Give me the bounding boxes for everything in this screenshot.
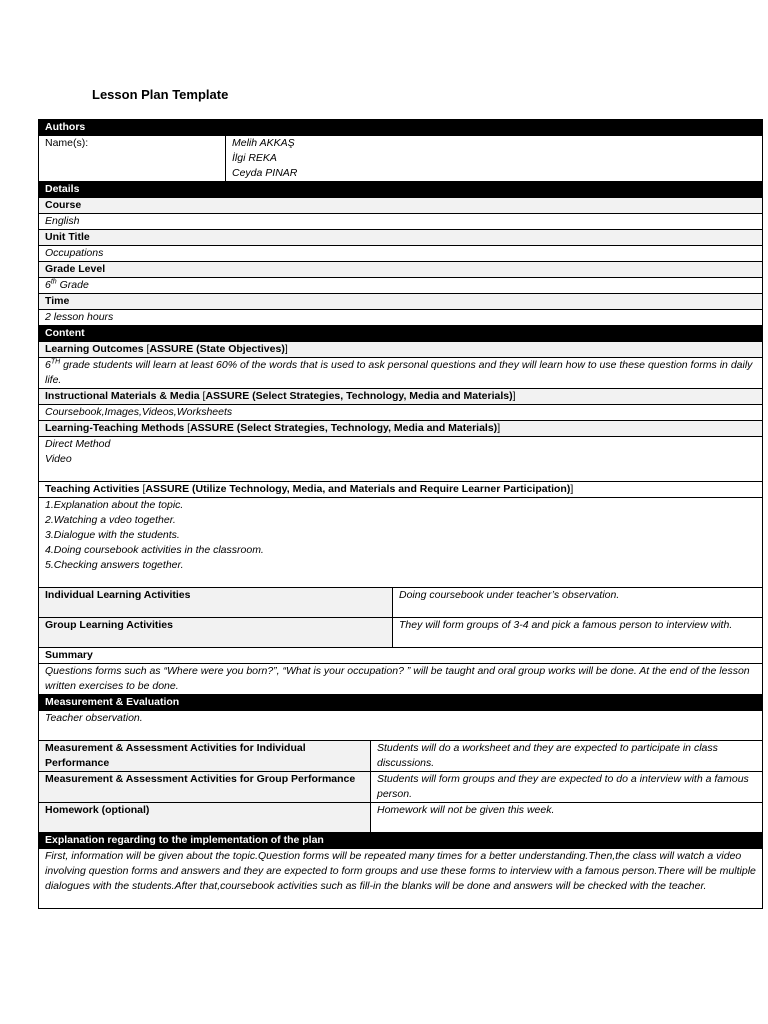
document-title: Lesson Plan Template bbox=[92, 87, 229, 102]
group-learning-label: Group Learning Activities bbox=[39, 618, 393, 648]
outcomes-label-text: Learning Outcomes bbox=[45, 343, 144, 355]
outcomes-text: grade students will learn at least 60% of the words that is used to ask personal questions and they will learn how to use these question forms in daily life. bbox=[45, 359, 753, 386]
activity-item: 3.Dialogue with the students. bbox=[45, 529, 180, 541]
measurement-value: Teacher observation. bbox=[39, 711, 763, 741]
materials-assure: ASSURE (Select Strategies, Technology, Media and Materials) bbox=[205, 390, 513, 402]
individual-assessment-value: Students will do a worksheet and they are expected to participate in class discussions. bbox=[371, 741, 763, 772]
names-label: Name(s): bbox=[39, 136, 226, 182]
materials-value: Coursebook,Images,Videos,Worksheets bbox=[39, 405, 763, 421]
methods-bracket-open: [ bbox=[184, 422, 191, 434]
methods-label-text: Learning-Teaching Methods bbox=[45, 422, 185, 434]
unit-title-value: Occupations bbox=[39, 246, 763, 262]
outcomes-assure: ASSURE (State Objectives) bbox=[149, 343, 285, 355]
summary-label: Summary bbox=[39, 648, 763, 664]
grade-suffix: th bbox=[50, 278, 57, 286]
author-names bbox=[226, 136, 763, 182]
individual-assessment-label: Measurement & Assessment Activities for Individual Performance bbox=[39, 741, 371, 772]
outcomes-number: 6 bbox=[45, 359, 51, 371]
time-value: 2 lesson hours bbox=[39, 310, 763, 326]
method-item: Video bbox=[45, 453, 72, 465]
author-name: Melih AKKAŞ bbox=[232, 137, 295, 149]
learning-outcomes-value bbox=[39, 358, 763, 389]
summary-value: Questions forms such as “Where were you born?”, “What is your occupation? ” will be taught and oral group works will be done. At the end of the lesson written exercises to be done. bbox=[39, 664, 763, 695]
grade-level-label: Grade Level bbox=[39, 262, 763, 278]
outcomes-suffix: TH bbox=[50, 358, 61, 366]
activity-item: 1.Explanation about the topic. bbox=[45, 499, 184, 511]
activity-item: 5.Checking answers together. bbox=[45, 559, 184, 571]
content-header: Content bbox=[39, 326, 763, 342]
grade-number: 6 bbox=[45, 279, 51, 291]
course-value: English bbox=[39, 214, 763, 230]
time-label: Time bbox=[39, 294, 763, 310]
activities-bracket-close: ] bbox=[570, 483, 574, 495]
grade-word: Grade bbox=[56, 279, 89, 291]
materials-bracket-open: [ bbox=[199, 390, 206, 402]
methods-label bbox=[39, 421, 763, 437]
outcomes-bracket-close: ] bbox=[284, 343, 288, 355]
explanation-header: Explanation regarding to the implementation of the plan bbox=[39, 833, 763, 849]
individual-learning-value: Doing coursebook under teacher’s observation. bbox=[393, 588, 763, 618]
group-assessment-value: Students will form groups and they are expected to do a interview with a famous person. bbox=[371, 772, 763, 803]
lesson-plan-table bbox=[38, 119, 763, 909]
method-item: Direct Method bbox=[45, 438, 111, 450]
measurement-header: Measurement & Evaluation bbox=[39, 695, 763, 711]
activities-bracket-open: [ bbox=[139, 483, 146, 495]
activity-item: 4.Doing coursebook activities in the classroom. bbox=[45, 544, 264, 556]
grade-level-value bbox=[39, 278, 763, 294]
materials-label-text: Instructional Materials & Media bbox=[45, 390, 200, 402]
methods-bracket-close: ] bbox=[497, 422, 501, 434]
outcomes-bracket-open: [ bbox=[143, 343, 150, 355]
methods-assure: ASSURE (Select Strategies, Technology, Media and Materials) bbox=[190, 422, 498, 434]
unit-title-label: Unit Title bbox=[39, 230, 763, 246]
group-learning-value: They will form groups of 3-4 and pick a famous person to interview with. bbox=[393, 618, 763, 648]
teaching-activities-label bbox=[39, 482, 763, 498]
teaching-activities-value bbox=[39, 498, 763, 588]
authors-header: Authors bbox=[39, 120, 763, 136]
course-label: Course bbox=[39, 198, 763, 214]
individual-learning-label: Individual Learning Activities bbox=[39, 588, 393, 618]
author-name: İlgi REKA bbox=[232, 152, 277, 164]
methods-value bbox=[39, 437, 763, 482]
materials-bracket-close: ] bbox=[512, 390, 516, 402]
homework-value: Homework will not be given this week. bbox=[371, 803, 763, 833]
materials-label bbox=[39, 389, 763, 405]
learning-outcomes-label bbox=[39, 342, 763, 358]
details-header: Details bbox=[39, 182, 763, 198]
explanation-value: First, information will be given about the topic.Question forms will be repeated many times for a better understanding.Then,the class will watch a video involving question forms and answers and they are expected to form groups and use these forms to interview with a famous person.There will be multiple dialogues with the students.After that,coursebook activities such as fill-in the blanks will be done and answers will be checked with the teacher. bbox=[39, 849, 763, 909]
homework-label: Homework (optional) bbox=[39, 803, 371, 833]
author-name: Ceyda PINAR bbox=[232, 167, 298, 179]
group-assessment-label: Measurement & Assessment Activities for Group Performance bbox=[39, 772, 371, 803]
activities-label-text: Teaching Activities bbox=[45, 483, 140, 495]
activities-assure: ASSURE (Utilize Technology, Media, and Materials and Require Learner Participation) bbox=[145, 483, 571, 495]
activity-item: 2.Watching a vdeo together. bbox=[45, 514, 176, 526]
